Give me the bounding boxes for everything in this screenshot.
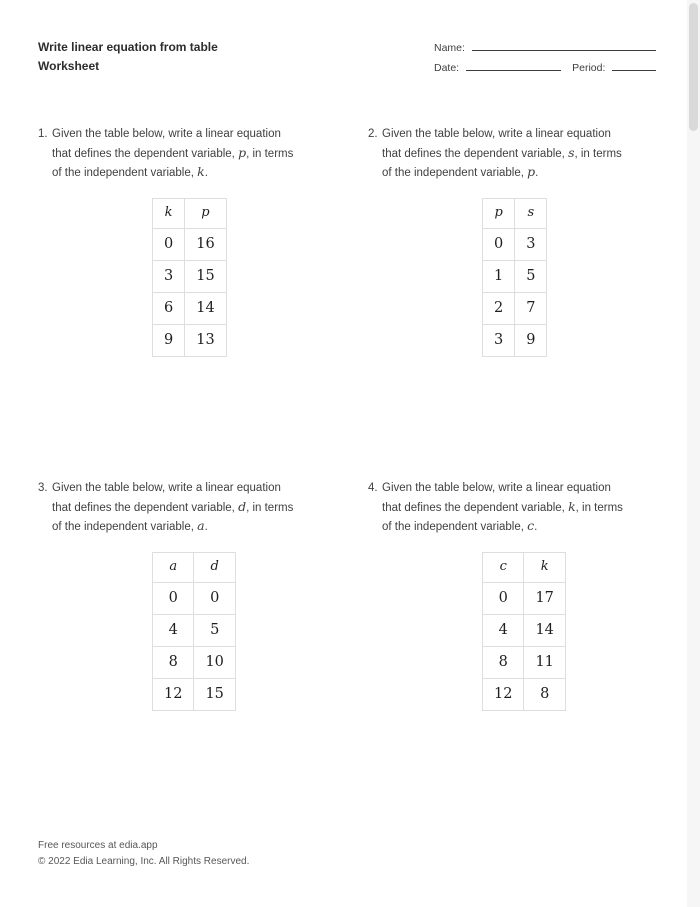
problem-3-table <box>152 552 236 711</box>
problem-1-dependent-variable: p <box>238 144 247 160</box>
table-cell: 0 <box>194 582 235 614</box>
problem-1-number: 1. <box>38 128 48 140</box>
table-cell: 15 <box>194 678 235 710</box>
table-row <box>483 678 566 710</box>
table-cell: 9 <box>515 324 547 356</box>
table-cell: 13 <box>185 324 226 356</box>
table-row <box>153 614 236 646</box>
worksheet-title-line1: Write linear equation from table <box>38 40 218 54</box>
table-cell: 9 <box>153 324 185 356</box>
problem-3-text <box>38 479 350 537</box>
problem-2-text <box>368 125 680 183</box>
scrollbar-thumb[interactable] <box>689 3 698 131</box>
table-cell: 0 <box>153 582 194 614</box>
problem-2-line3-suffix: . <box>535 167 539 179</box>
table-row <box>483 646 566 678</box>
name-label: Name: <box>434 42 465 54</box>
problem-4 <box>368 479 680 711</box>
table-row <box>483 228 547 260</box>
footer <box>38 838 249 869</box>
table-cell: 15 <box>185 260 226 292</box>
problem-1-line1: Given the table below, write a linear equation <box>52 128 281 140</box>
problem-2-number: 2. <box>368 128 378 140</box>
table-row <box>153 678 236 710</box>
table-cell: 0 <box>153 228 185 260</box>
problem-4-line3-prefix: of the independent variable, <box>382 521 528 533</box>
table-row <box>153 260 227 292</box>
table-cell: 0 <box>483 228 515 260</box>
table-cell: 12 <box>153 678 194 710</box>
table-cell: 1 <box>483 260 515 292</box>
table-header-row <box>153 198 227 228</box>
table-header-cell: k <box>524 552 565 582</box>
page-title <box>38 38 218 76</box>
scrollbar-track[interactable] <box>687 0 700 907</box>
problem-1 <box>38 125 350 357</box>
table-header-cell: a <box>153 552 194 582</box>
table-cell: 3 <box>153 260 185 292</box>
table-cell: 2 <box>483 292 515 324</box>
table-cell: 14 <box>524 614 565 646</box>
period-label: Period: <box>572 62 606 74</box>
footer-copyright-text: © 2022 Edia Learning, Inc. All Rights Reserved. <box>38 855 250 867</box>
problem-1-text <box>38 125 350 183</box>
table-cell: 11 <box>524 646 565 678</box>
table-row <box>483 582 566 614</box>
problem-4-text <box>368 479 680 537</box>
problem-3-line2-suffix: , in terms <box>246 501 294 514</box>
student-info-block <box>434 41 656 81</box>
problem-3-number: 3. <box>38 482 48 494</box>
table-cell: 4 <box>153 614 194 646</box>
date-blank-line <box>466 61 561 71</box>
table-header-cell: k <box>153 198 185 228</box>
problem-4-line3-suffix: . <box>534 521 538 533</box>
name-row <box>434 41 656 55</box>
table-cell: 3 <box>483 324 515 356</box>
problem-1-prompt <box>52 125 293 183</box>
problem-1-table <box>152 198 227 357</box>
table-header-row <box>483 198 547 228</box>
table-row <box>483 614 566 646</box>
worksheet-title-line2: Worksheet <box>38 59 100 73</box>
table-row <box>483 292 547 324</box>
table-row <box>153 582 236 614</box>
problem-2-table <box>482 198 547 357</box>
problem-3-line1: Given the table below, write a linear equation <box>52 482 281 494</box>
problem-1-line2-prefix: that defines the dependent variable, <box>52 147 239 160</box>
problem-3-dependent-variable: d <box>238 498 247 514</box>
table-cell: 8 <box>153 646 194 678</box>
problem-2-prompt <box>382 125 622 183</box>
date-period-row <box>434 61 656 75</box>
problem-4-line2-prefix: that defines the dependent variable, <box>382 501 569 514</box>
table-row <box>153 324 227 356</box>
problem-2-line1: Given the table below, write a linear equation <box>382 128 611 140</box>
problem-4-number: 4. <box>368 482 378 494</box>
table-header-cell: c <box>483 552 524 582</box>
problem-3-line2-prefix: that defines the dependent variable, <box>52 501 239 514</box>
table-cell: 4 <box>483 614 524 646</box>
problem-1-independent-variable: k <box>197 164 205 179</box>
problem-2 <box>368 125 680 357</box>
table-header-row <box>153 552 236 582</box>
table-row <box>483 260 547 292</box>
table-cell: 8 <box>524 678 565 710</box>
problem-1-line3-prefix: of the independent variable, <box>52 167 198 179</box>
table-row <box>153 228 227 260</box>
problem-1-line2-suffix: , in terms <box>246 147 294 160</box>
table-row <box>153 292 227 324</box>
problem-3-prompt <box>52 479 293 537</box>
table-cell: 7 <box>515 292 547 324</box>
problem-4-independent-variable: c <box>527 518 535 533</box>
table-row <box>483 324 547 356</box>
problem-2-dependent-variable: s <box>568 144 575 160</box>
table-cell: 8 <box>483 646 524 678</box>
table-cell: 16 <box>185 228 226 260</box>
table-cell: 3 <box>515 228 547 260</box>
table-header-cell: p <box>185 198 226 228</box>
problem-4-dependent-variable: k <box>568 498 576 514</box>
table-cell: 12 <box>483 678 524 710</box>
table-cell: 0 <box>483 582 524 614</box>
footer-resources-text: Free resources at edia.app <box>38 840 158 851</box>
table-header-row <box>483 552 566 582</box>
problem-3-independent-variable: a <box>197 518 205 533</box>
date-label: Date: <box>434 62 460 74</box>
problem-3-line3-prefix: of the independent variable, <box>52 521 198 533</box>
problem-2-line3-prefix: of the independent variable, <box>382 167 528 179</box>
problem-2-line2-suffix: , in terms <box>574 147 622 160</box>
problem-4-line2-suffix: , in terms <box>575 501 623 514</box>
table-header-cell: d <box>194 552 235 582</box>
table-header-cell: p <box>483 198 515 228</box>
table-header-cell: s <box>515 198 547 228</box>
table-cell: 5 <box>194 614 235 646</box>
table-cell: 10 <box>194 646 235 678</box>
table-cell: 5 <box>515 260 547 292</box>
period-blank-line <box>612 61 656 71</box>
problem-4-line1: Given the table below, write a linear equation <box>382 482 611 494</box>
problem-2-independent-variable: p <box>527 164 536 179</box>
name-blank-line <box>472 41 656 51</box>
table-cell: 14 <box>185 292 226 324</box>
problem-3-line3-suffix: . <box>204 521 208 533</box>
table-cell: 6 <box>153 292 185 324</box>
problem-1-line3-suffix: . <box>204 167 208 179</box>
problem-4-table <box>482 552 566 711</box>
problem-2-line2-prefix: that defines the dependent variable, <box>382 147 569 160</box>
table-cell: 17 <box>524 582 565 614</box>
problem-4-prompt <box>382 479 623 537</box>
problem-3 <box>38 479 350 711</box>
table-row <box>153 646 236 678</box>
